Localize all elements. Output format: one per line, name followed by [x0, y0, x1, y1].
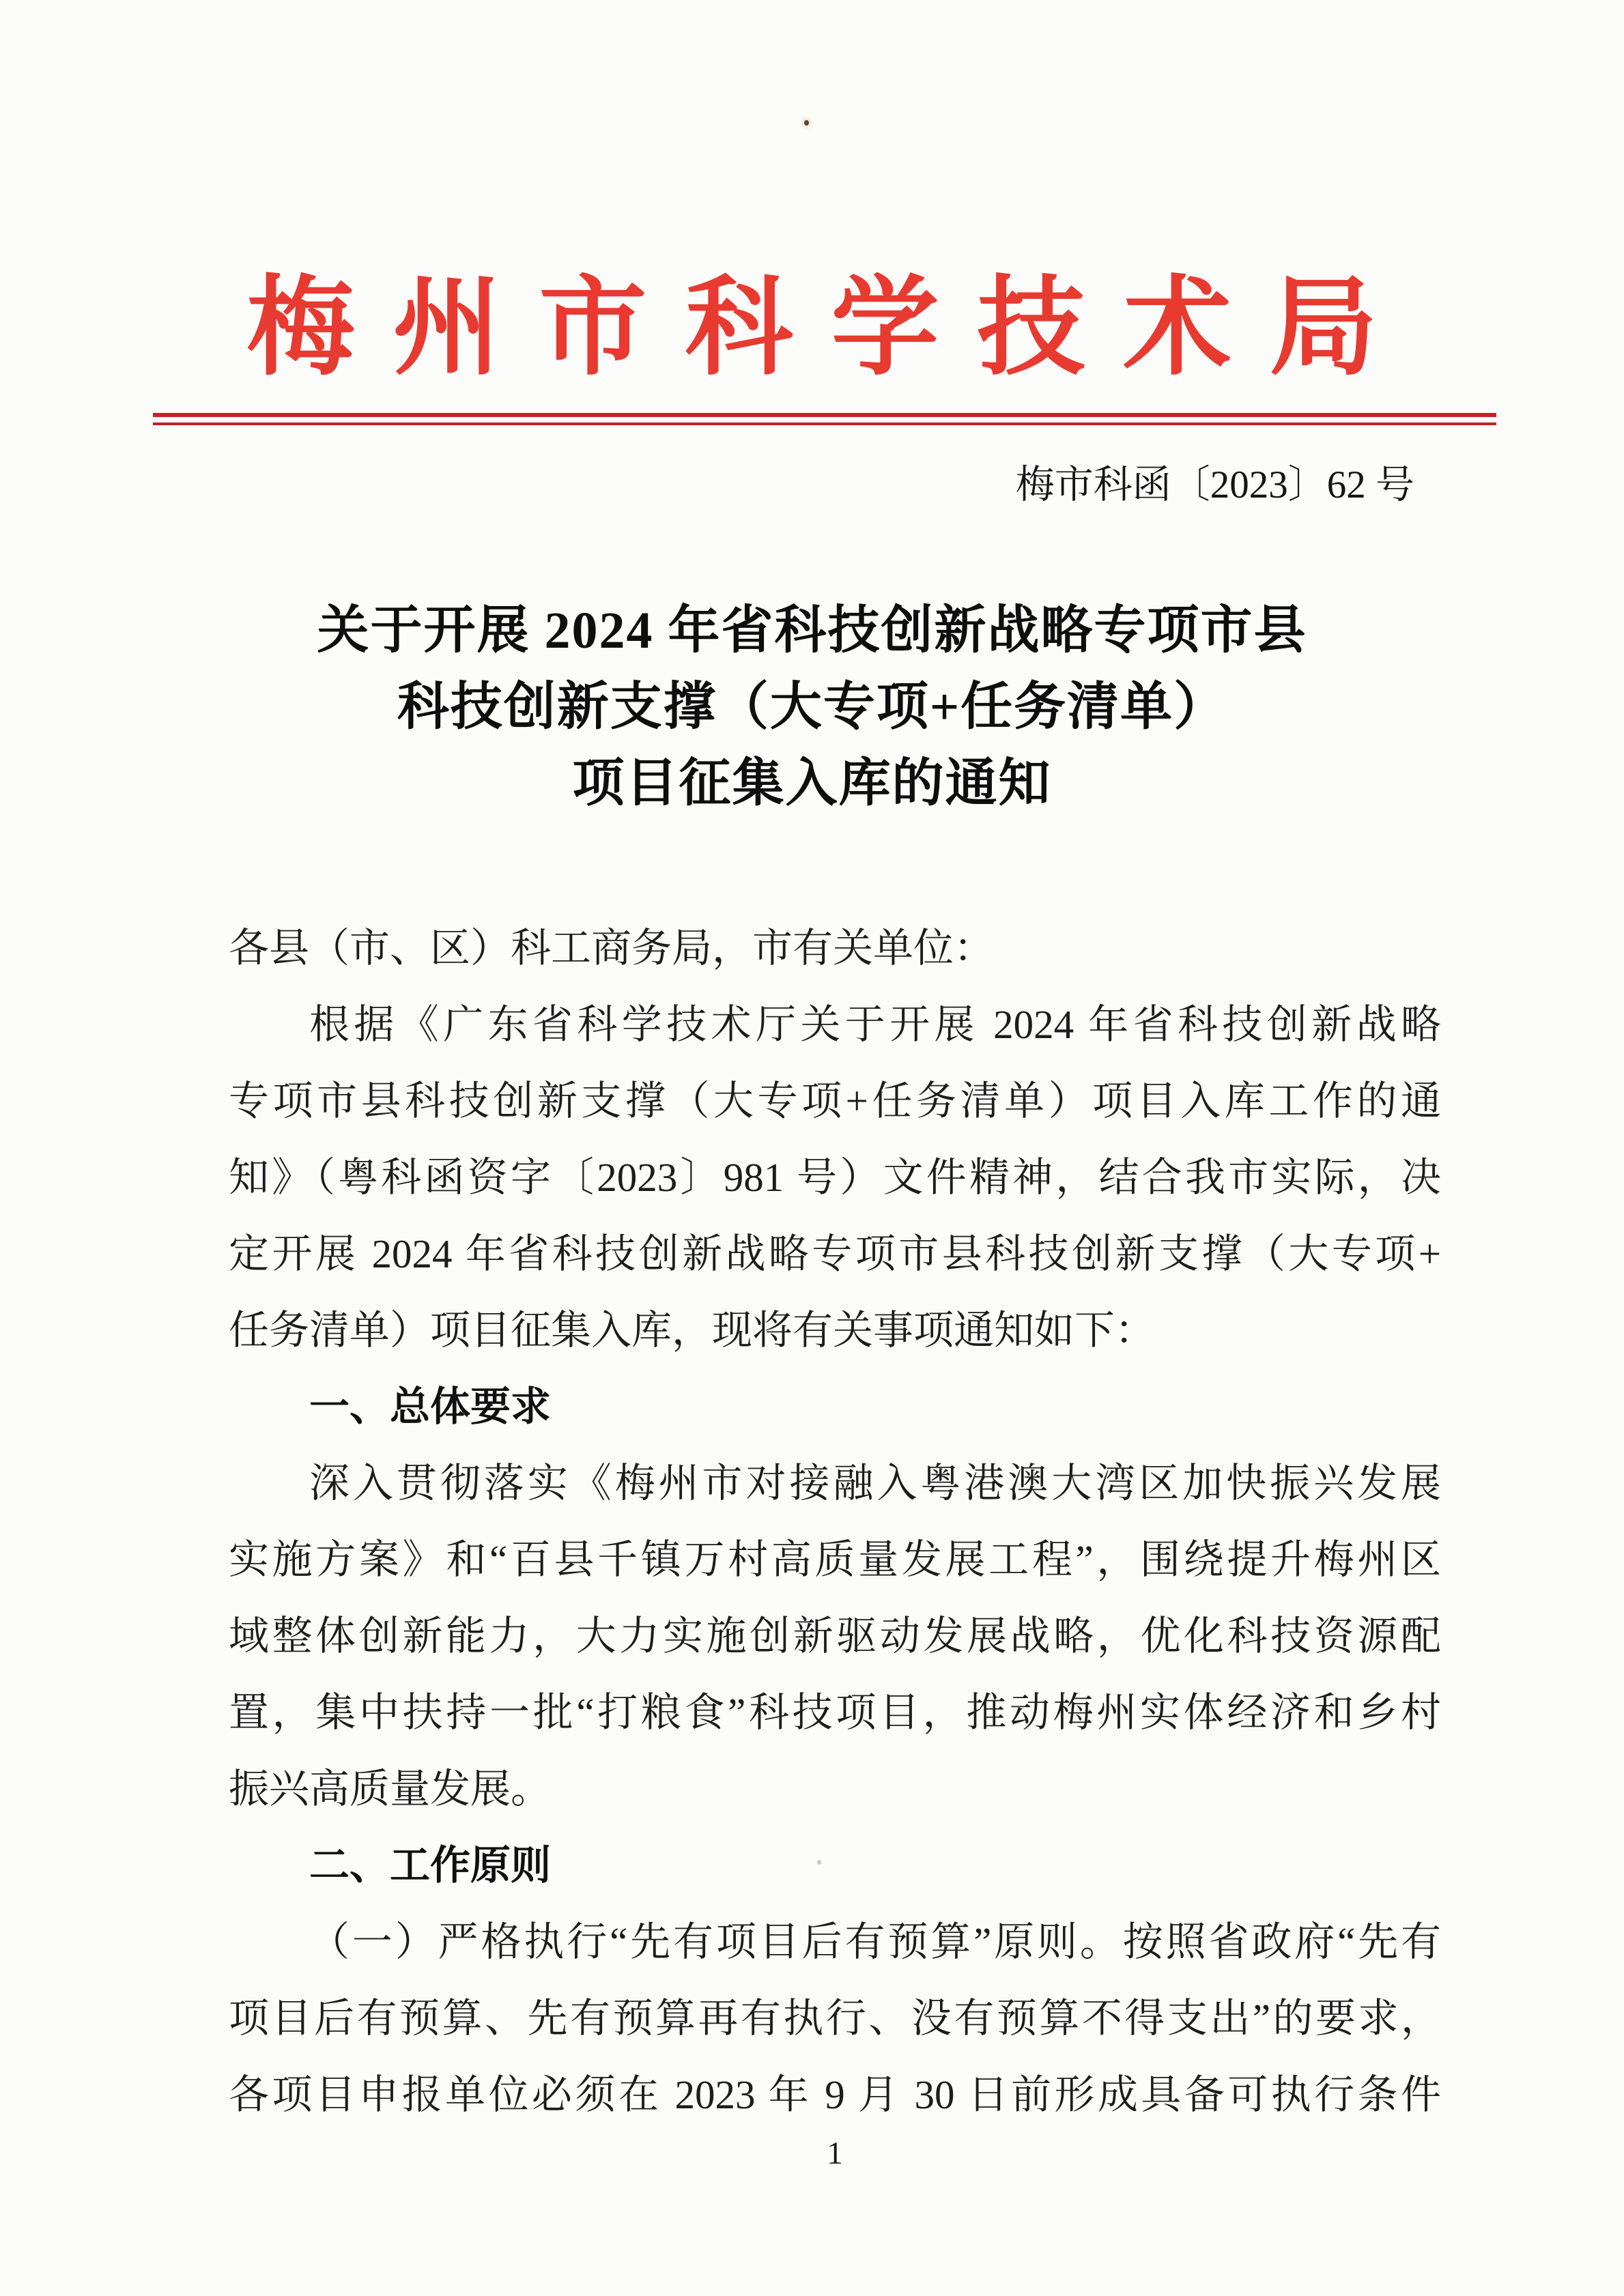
body-line: （一）严格执行“先有项目后有预算”原则。按照省政府“先有	[309, 1919, 1441, 1964]
document-title	[0, 592, 1624, 822]
block-paragraph	[229, 1904, 1441, 2133]
scan-speck	[804, 120, 809, 126]
red-rule-thick	[153, 413, 1496, 417]
document-number: 梅市科函〔2023〕62 号	[1015, 463, 1414, 506]
body-line: 定开展 2024 年省科技创新战略专项市县科技创新支撑（大专项+	[229, 1231, 1441, 1276]
document-title-line: 项目征集入库的通知	[572, 755, 1052, 812]
body-line: 项目后有预算、先有预算再有执行、没有预算不得支出”的要求，	[229, 1996, 1441, 2041]
body-line: 根据《广东省科学技术厅关于开展 2024 年省科技创新战略	[309, 1002, 1441, 1047]
body-line: 域整体创新能力，大力实施创新驱动发展战略，优化科技资源配	[229, 1613, 1441, 1659]
page-number: 1	[827, 2136, 843, 2171]
body-line: 任务清单）项目征集入库，现将有关事项通知如下：	[229, 1308, 1156, 1353]
block-heading	[229, 1368, 1441, 1445]
document-title-line: 关于开展 2024 年省科技创新战略专项市县	[317, 602, 1307, 659]
body-line: 知》（粤科函资字〔2023〕981 号）文件精神，结合我市实际，决	[229, 1155, 1441, 1200]
document-title-line: 科技创新支撑（大专项+任务清单）	[397, 678, 1227, 736]
body-line: 实施方案》和“百县千镇万村高质量发展工程”，围绕提升梅州区	[229, 1537, 1441, 1582]
agency-masthead: 梅州市科学技术局	[246, 269, 1416, 388]
body-line: 各县（市、区）科工商务局，市有关单位：	[229, 925, 995, 971]
red-rule-thin	[153, 422, 1496, 425]
block-heading	[229, 1827, 1441, 1904]
body-line: 深入贯彻落实《梅州市对接融入粤港澳大湾区加快振兴发展	[309, 1461, 1441, 1506]
body-line: 置，集中扶持一批“打粮食”科技项目，推动梅州实体经济和乡村	[229, 1690, 1441, 1735]
body-line: 振兴高质量发展。	[229, 1766, 552, 1811]
body-line: 一、总体要求	[309, 1384, 552, 1429]
body-line: 二、工作原则	[309, 1843, 552, 1888]
block-paragraph	[229, 986, 1441, 1368]
block-salutation	[229, 910, 1441, 986]
body-line: 各项目申报单位必须在 2023 年 9 月 30 日前形成具备可执行条件	[229, 2072, 1441, 2117]
document-body	[229, 910, 1441, 2133]
block-paragraph	[229, 1445, 1441, 1827]
body-line: 专项市县科技创新支撑（大专项+任务清单）项目入库工作的通	[229, 1078, 1441, 1123]
